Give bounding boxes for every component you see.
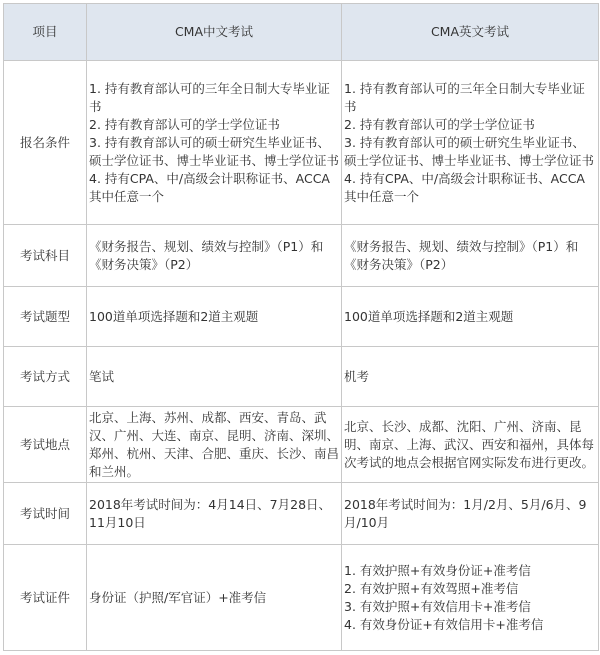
cell-cma-english bbox=[342, 347, 599, 407]
cell-line: 北京、长沙、成都、沈阳、广州、济南、昆明、南京、上海、武汉、西安和福州，具体每次考试的地点会根据官网实际发布进行更改。 bbox=[344, 418, 595, 470]
cell-line: 笔试 bbox=[89, 368, 115, 384]
cell-line: 2. 持有教育部认可的学士学位证书 bbox=[89, 116, 280, 132]
row-requirements bbox=[4, 61, 599, 225]
cell-line: 3. 持有教育部认可的硕士研究生毕业证书、硕士学位证书、博士毕业证书、博士学位证书 bbox=[89, 134, 340, 168]
cell-cma-english bbox=[342, 287, 599, 347]
cell-cma-chinese bbox=[87, 347, 342, 407]
table-body bbox=[4, 61, 599, 651]
cell-line: 4. 有效身份证+有效信用卡+准考信 bbox=[344, 616, 544, 632]
cell-cma-english bbox=[342, 483, 599, 545]
cell-cma-chinese bbox=[87, 407, 342, 483]
cell-cma-chinese bbox=[87, 483, 342, 545]
cell-cma-chinese bbox=[87, 225, 342, 287]
row-label: 考试证件 bbox=[4, 545, 87, 651]
cell-line: 身份证（护照/军官证）+准考信 bbox=[89, 589, 267, 605]
row-exam-method bbox=[4, 347, 599, 407]
header-row bbox=[4, 4, 599, 61]
cell-line: 北京、上海、苏州、成都、西安、青岛、武汉、广州、大连、南京、昆明、济南、深圳、郑州、杭州、天津、合肥、重庆、长沙、南昌和兰州。 bbox=[89, 409, 340, 479]
cell-line: 4. 持有CPA、中/高级会计职称证书、ACCA其中任意一个 bbox=[344, 170, 585, 204]
cell-line: 1. 有效护照+有效身份证+准考信 bbox=[344, 562, 531, 578]
row-label: 考试方式 bbox=[4, 347, 87, 407]
cell-cma-chinese bbox=[87, 287, 342, 347]
cell-line: 2. 有效护照+有效驾照+准考信 bbox=[344, 580, 519, 596]
row-label: 考试时间 bbox=[4, 483, 87, 545]
row-question-types bbox=[4, 287, 599, 347]
header-cma-english: CMA英文考试 bbox=[342, 4, 599, 61]
cell-line: 2. 持有教育部认可的学士学位证书 bbox=[344, 116, 535, 132]
cell-cma-english bbox=[342, 545, 599, 651]
cma-comparison-table bbox=[3, 3, 599, 651]
row-label: 考试题型 bbox=[4, 287, 87, 347]
cell-line: 1. 持有教育部认可的三年全日制大专毕业证书 bbox=[344, 80, 585, 114]
cell-line: 100道单项选择题和2道主观题 bbox=[89, 308, 259, 324]
cell-cma-english bbox=[342, 61, 599, 225]
cell-line: 《财务报告、规划、绩效与控制》（P1）和《财务决策》（P2） bbox=[344, 238, 579, 272]
cell-line: 4. 持有CPA、中/高级会计职称证书、ACCA其中任意一个 bbox=[89, 170, 330, 204]
cell-line: 1. 持有教育部认可的三年全日制大专毕业证书 bbox=[89, 80, 330, 114]
cell-line: 3. 持有教育部认可的硕士研究生毕业证书、硕士学位证书、博士毕业证书、博士学位证书 bbox=[344, 134, 595, 168]
row-exam-time bbox=[4, 483, 599, 545]
row-id-documents bbox=[4, 545, 599, 651]
row-subjects bbox=[4, 225, 599, 287]
row-label: 考试地点 bbox=[4, 407, 87, 483]
row-locations bbox=[4, 407, 599, 483]
cell-line: 机考 bbox=[344, 368, 370, 384]
cell-line: 100道单项选择题和2道主观题 bbox=[344, 308, 514, 324]
cell-cma-chinese bbox=[87, 61, 342, 225]
cell-line: 《财务报告、规划、绩效与控制》（P1）和《财务决策》（P2） bbox=[89, 238, 324, 272]
cell-cma-chinese bbox=[87, 545, 342, 651]
row-label: 报名条件 bbox=[4, 61, 87, 225]
row-label: 考试科目 bbox=[4, 225, 87, 287]
cell-line: 3. 有效护照+有效信用卡+准考信 bbox=[344, 598, 531, 614]
cell-line: 2018年考试时间为：4月14日、7月28日、11月10日 bbox=[89, 496, 332, 530]
cell-line: 2018年考试时间为：1月/2月、5月/6月、9月/10月 bbox=[344, 496, 587, 530]
cell-cma-english bbox=[342, 225, 599, 287]
cell-cma-english bbox=[342, 407, 599, 483]
header-item: 项目 bbox=[4, 4, 87, 61]
header-cma-chinese: CMA中文考试 bbox=[87, 4, 342, 61]
